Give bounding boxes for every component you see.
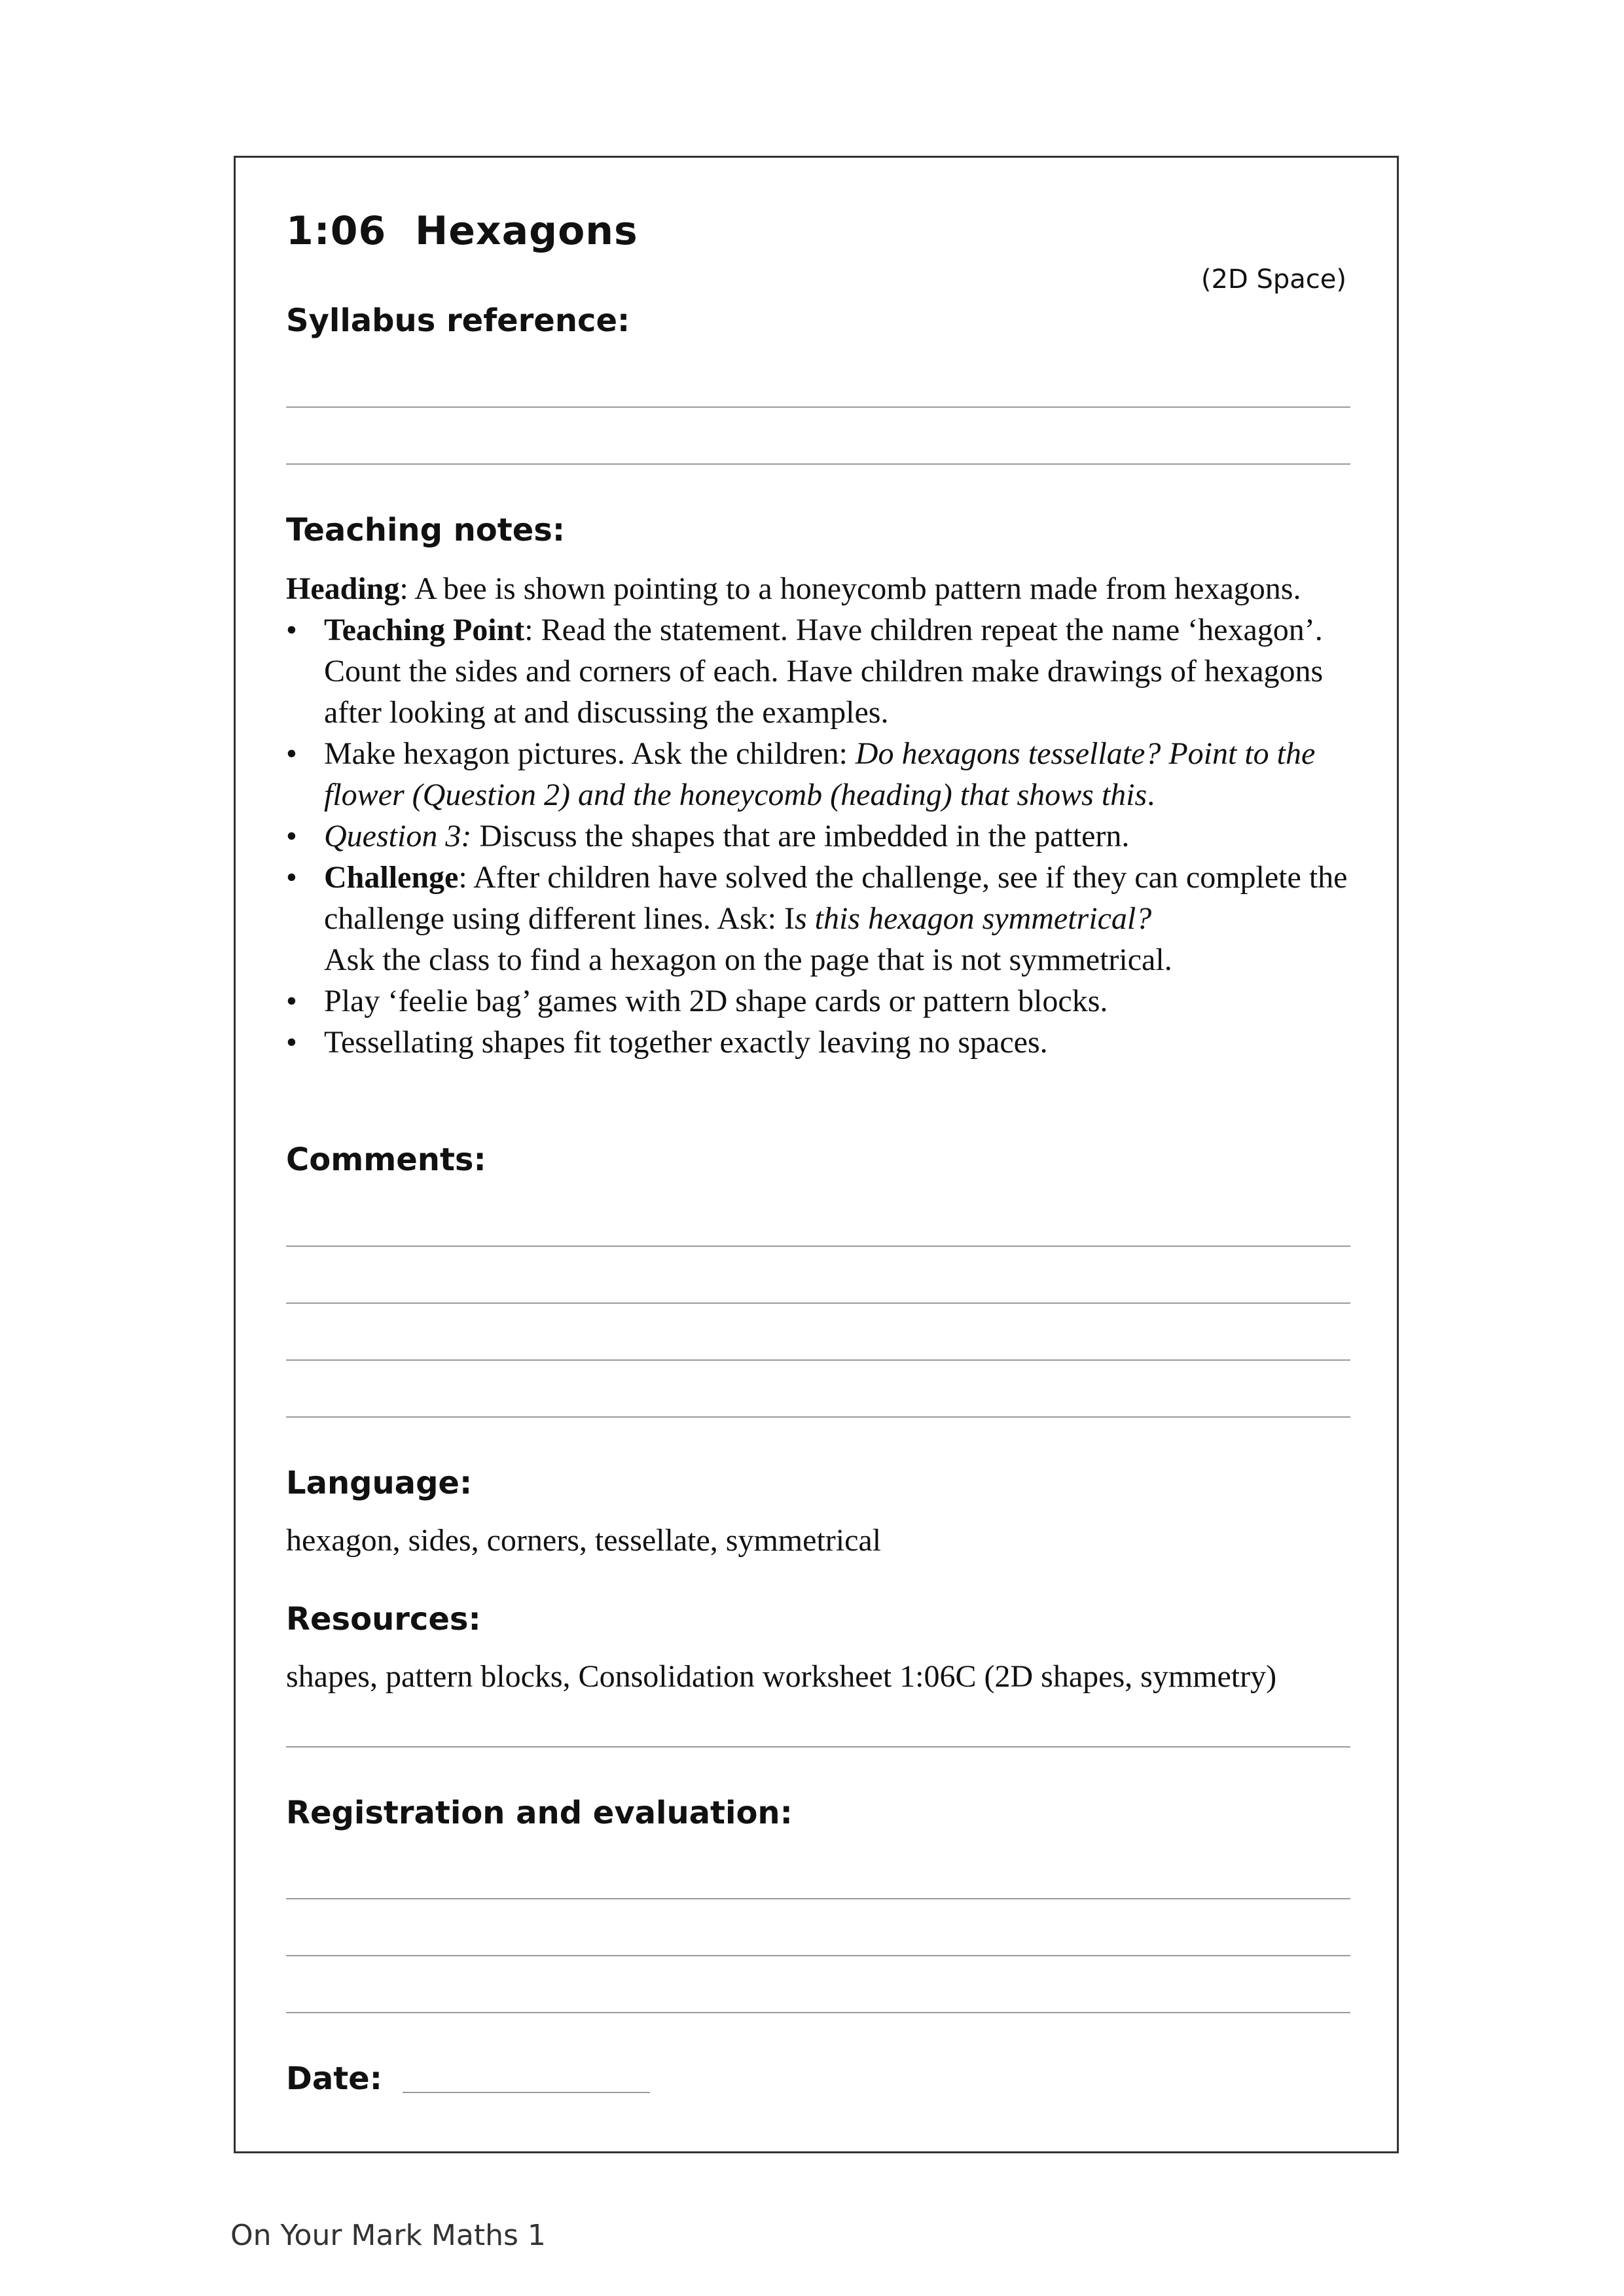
comments-line-4 [286,1416,1350,1418]
language-heading: Language: [286,1465,473,1501]
category-label: (2D Space) [1200,264,1346,295]
pictures-question: Do hexagons tessellate? Point to the flower (Question 2) and the honeycomb (heading) that shows this [324,736,1316,812]
language-text: hexagon, sides, corners, tessellate, symmetrical [286,1523,882,1558]
comments-line-3 [286,1359,1350,1361]
pictures-text: Make hexagon pictures. Ask the children: [324,736,856,771]
teaching-notes-heading: Teaching notes: [286,512,566,548]
question-3-text: Discuss the shapes that are imbedded in the pattern. [471,819,1130,853]
resources-heading: Resources: [286,1601,481,1638]
bullet-marker: • [286,736,297,771]
page-title: 1:06 Hexagons [286,208,638,254]
teaching-notes-body [286,568,1360,1063]
date-label: Date: [286,2060,382,2097]
comments-line-2 [286,1302,1350,1304]
notes-heading-paragraph [286,568,1360,609]
challenge-text: : After children have solved the challenge, see if they can complete the challenge using different lines. Ask: I [324,860,1348,936]
teaching-point-label: Teaching Point [324,613,525,647]
challenge-line-2: Ask the class to find a hexagon on the page that is not symmetrical. [324,942,1172,977]
notes-bullet-pictures [286,733,1360,816]
notes-heading-text: : A bee is shown pointing to a honeycomb pattern made from hexagons. [399,571,1301,606]
bullet-marker: • [286,984,297,1018]
notes-bullet-question-3 [286,816,1360,857]
feelie-bag-text: Play ‘feelie bag’ games with 2D shape cards or pattern blocks. [324,984,1108,1018]
syllabus-line-2 [286,463,1350,465]
notes-bullet-tessellating [286,1022,1360,1063]
footer-book-title: On Your Mark Maths 1 [230,2219,546,2252]
bullet-marker: • [286,613,297,647]
registration-line-3 [286,2012,1350,2013]
challenge-question: s this hexagon symmetrical? [794,901,1152,936]
notes-bullet-list [286,609,1360,1063]
comments-heading: Comments: [286,1141,486,1178]
pictures-end: . [1147,778,1155,812]
question-3-label: Question 3: [324,819,472,853]
notes-heading-label: Heading [286,571,400,606]
registration-heading: Registration and evaluation: [286,1795,793,1831]
bullet-marker: • [286,860,297,895]
notes-bullet-teaching-point [286,609,1360,733]
resources-text: shapes, pattern blocks, Consolidation worksheet 1:06C (2D shapes, symmetry) [286,1659,1277,1694]
notes-bullet-feelie-bag [286,980,1360,1022]
registration-line-2 [286,1955,1350,1956]
comments-line-1 [286,1246,1350,1247]
bullet-marker: • [286,1025,297,1060]
tessellating-text: Tessellating shapes fit together exactly leaving no spaces. [324,1025,1048,1060]
bullet-marker: • [286,819,297,853]
notes-bullet-challenge [286,857,1360,980]
syllabus-heading: Syllabus reference: [286,302,630,339]
registration-line-1 [286,1898,1350,1899]
date-line [403,2092,650,2093]
teaching-point-text: : Read the statement. Have children repeat the name ‘hexagon’. Count the sides and corners of each. Have children make drawings of hexagons after looking at and discussing the examples. [324,613,1324,730]
syllabus-line-1 [286,406,1350,408]
challenge-label: Challenge [324,860,459,895]
resources-line [286,1746,1350,1748]
